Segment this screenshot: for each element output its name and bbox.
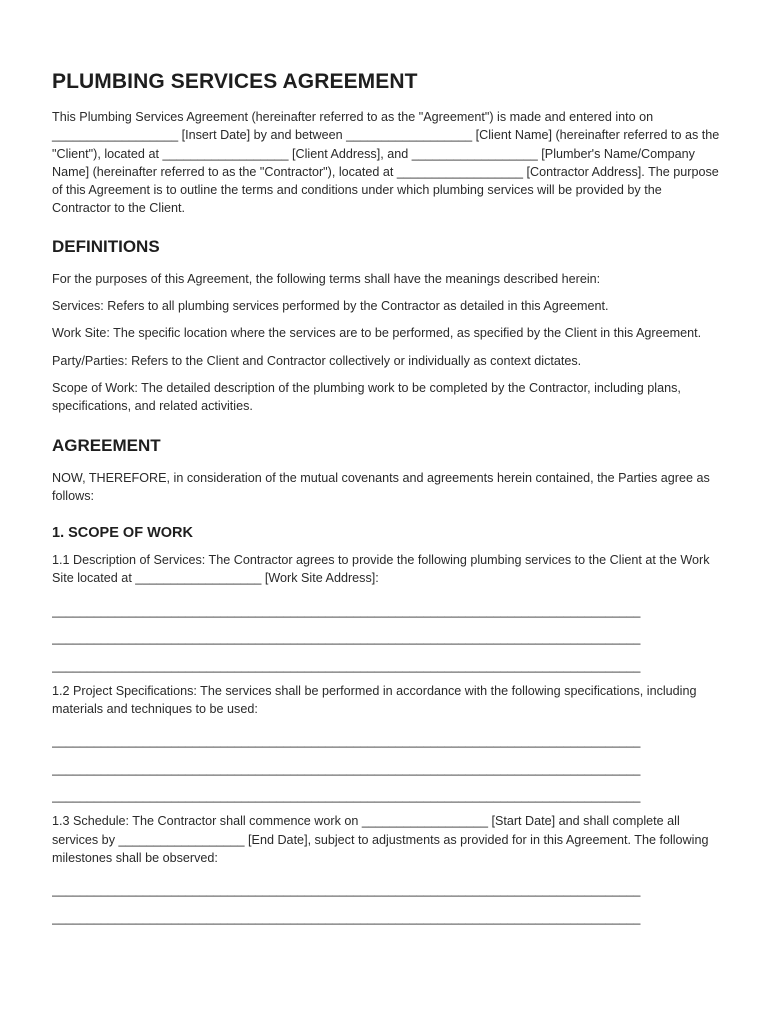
- clause-1-1: 1.1 Description of Services: The Contractor agrees to provide the following plumbing services to the Client at the Work Site located at __________________ [Work Site Address]:: [52, 553, 710, 586]
- fill-in-line[interactable]: ____________________________________________________________________________________: [52, 910, 641, 925]
- agreement-intro: NOW, THEREFORE, in consideration of the mutual covenants and agreements herein contained, the Parties agree as follows:: [52, 470, 710, 503]
- definition-services: Services: Refers to all plumbing services performed by the Contractor as detailed in this Agreement.: [52, 299, 609, 314]
- definitions-heading: DEFINITIONS: [52, 236, 160, 256]
- intro-paragraph: This Plumbing Services Agreement (hereinafter referred to as the "Agreement") is made and entered into on __________________ [Insert Date] by and between __________________ [Client Name] (hereinafter referred to as the "Client"), located at __________________ [Client Address], and __________________ [Plumber's Name/Company Name] (hereinafter referred to as the "Contractor"), located at __________________ [Contractor Address]. The purpose of this Agreement is to outline the terms and conditions under which plumbing services will be provided by the Contractor to the Client.: [52, 110, 720, 216]
- document-title: PLUMBING SERVICES AGREEMENT: [52, 70, 418, 93]
- clause-1-3: 1.3 Schedule: The Contractor shall commence work on __________________ [Start Date] and shall complete all services by __________________ [End Date], subject to adjustments as provided for in this Agreement. The following milestones shall be observed:: [52, 814, 709, 865]
- fill-in-line[interactable]: ____________________________________________________________________________________: [52, 761, 641, 776]
- fill-in-line[interactable]: ____________________________________________________________________________________: [52, 734, 641, 749]
- definition-work-site: Work Site: The specific location where the services are to be performed, as specified by the Client in this Agreement.: [52, 326, 702, 341]
- document-page: [52, 70, 722, 927]
- fill-in-line[interactable]: ____________________________________________________________________________________: [52, 603, 641, 618]
- scope-of-work-heading: 1. SCOPE OF WORK: [52, 525, 193, 542]
- agreement-heading: AGREEMENT: [52, 435, 161, 455]
- definitions-intro: For the purposes of this Agreement, the following terms shall have the meanings described herein:: [52, 271, 601, 286]
- clause-1-2: 1.2 Project Specifications: The services shall be performed in accordance with the following specifications, including materials and techniques to be used:: [52, 683, 697, 717]
- definition-scope-of-work: Scope of Work: The detailed description of the plumbing work to be completed by the Contractor, including plans, specifications, and related activities.: [52, 380, 681, 414]
- fill-in-line[interactable]: ____________________________________________________________________________________: [52, 631, 641, 646]
- fill-in-line[interactable]: ____________________________________________________________________________________: [52, 789, 641, 804]
- definition-parties: Party/Parties: Refers to the Client and Contractor collectively or individually as context dictates.: [52, 353, 582, 368]
- fill-in-line[interactable]: ____________________________________________________________________________________: [52, 658, 641, 673]
- fill-in-line[interactable]: ____________________________________________________________________________________: [52, 883, 641, 898]
